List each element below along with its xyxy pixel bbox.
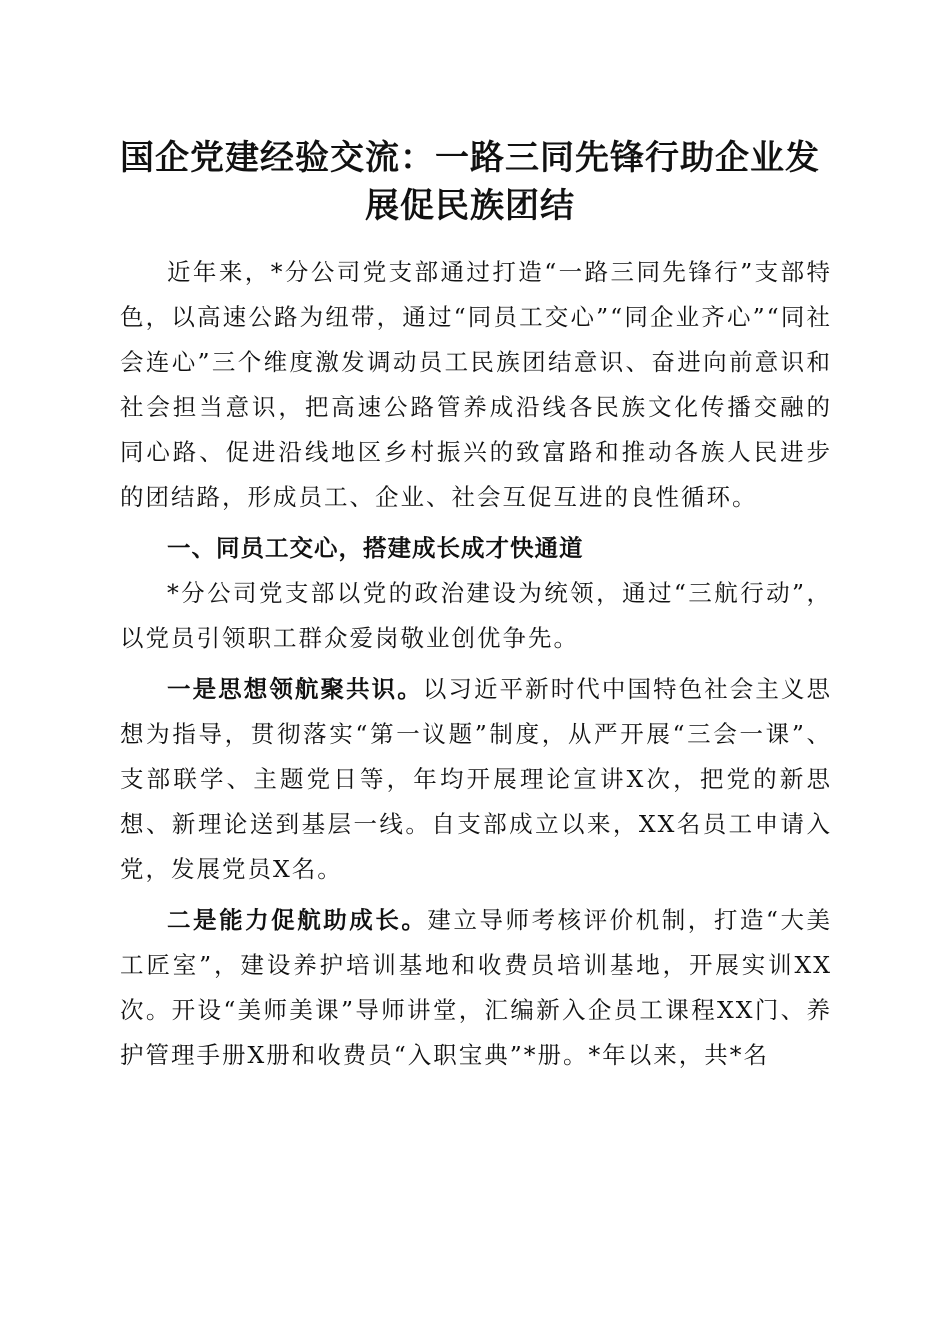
document-body [120, 250, 832, 1078]
item-2-body: 建立导师考核评价机制，打造“大美工匠室”，建设养护培训基地和收费员培训基地，开展实训XX次。开设“美师美课”导师讲堂，汇编新入企员工课程XX门、养护管理手册X册和收费员“入职宝典”*册。*年以来，共*名 [120, 906, 833, 1069]
section-1-heading: 一、同员工交心，搭建成长成才快通道 [167, 534, 584, 562]
intro-paragraph: 近年来，*分公司党支部通过打造“一路三同先锋行”支部特色，以高速公路为纽带，通过“同员工交心”“同企业齐心”“同社会连心”三个维度激发调动员工民族团结意识、奋进向前意识和社会担当意识，把高速公路管养成沿线各民族文化传播交融的同心路、促进沿线地区乡村振兴的致富路和推动各族人民进步的团结路，形成员工、企业、社会互促互进的良性循环。 [120, 258, 832, 511]
item-2-paragraph [120, 898, 832, 1078]
item-1-paragraph [120, 667, 832, 892]
item-1-body: 以习近平新时代中国特色社会主义思想为指导，贯彻落实“第一议题”制度，从严开展“三会一课”、支部联学、主题党日等，年均开展理论宣讲X次，把党的新思想、新理论送到基层一线。自支部成立以来，XX名员工申请入党，发展党员X名。 [120, 675, 833, 883]
document-title [115, 134, 825, 230]
title-line-1: 国企党建经验交流：一路三同先锋行助企业发 [120, 138, 820, 178]
section-1-intro-paragraph: *分公司党支部以党的政治建设为统领，通过“三航行动”，以党员引领职工群众爱岗敬业创优争先。 [120, 579, 832, 652]
title-line-2: 展促民族团结 [365, 186, 575, 226]
item-1-lead: 一是思想领航聚共识。 [167, 675, 423, 703]
item-2-lead: 二是能力促航助成长。 [167, 906, 428, 934]
